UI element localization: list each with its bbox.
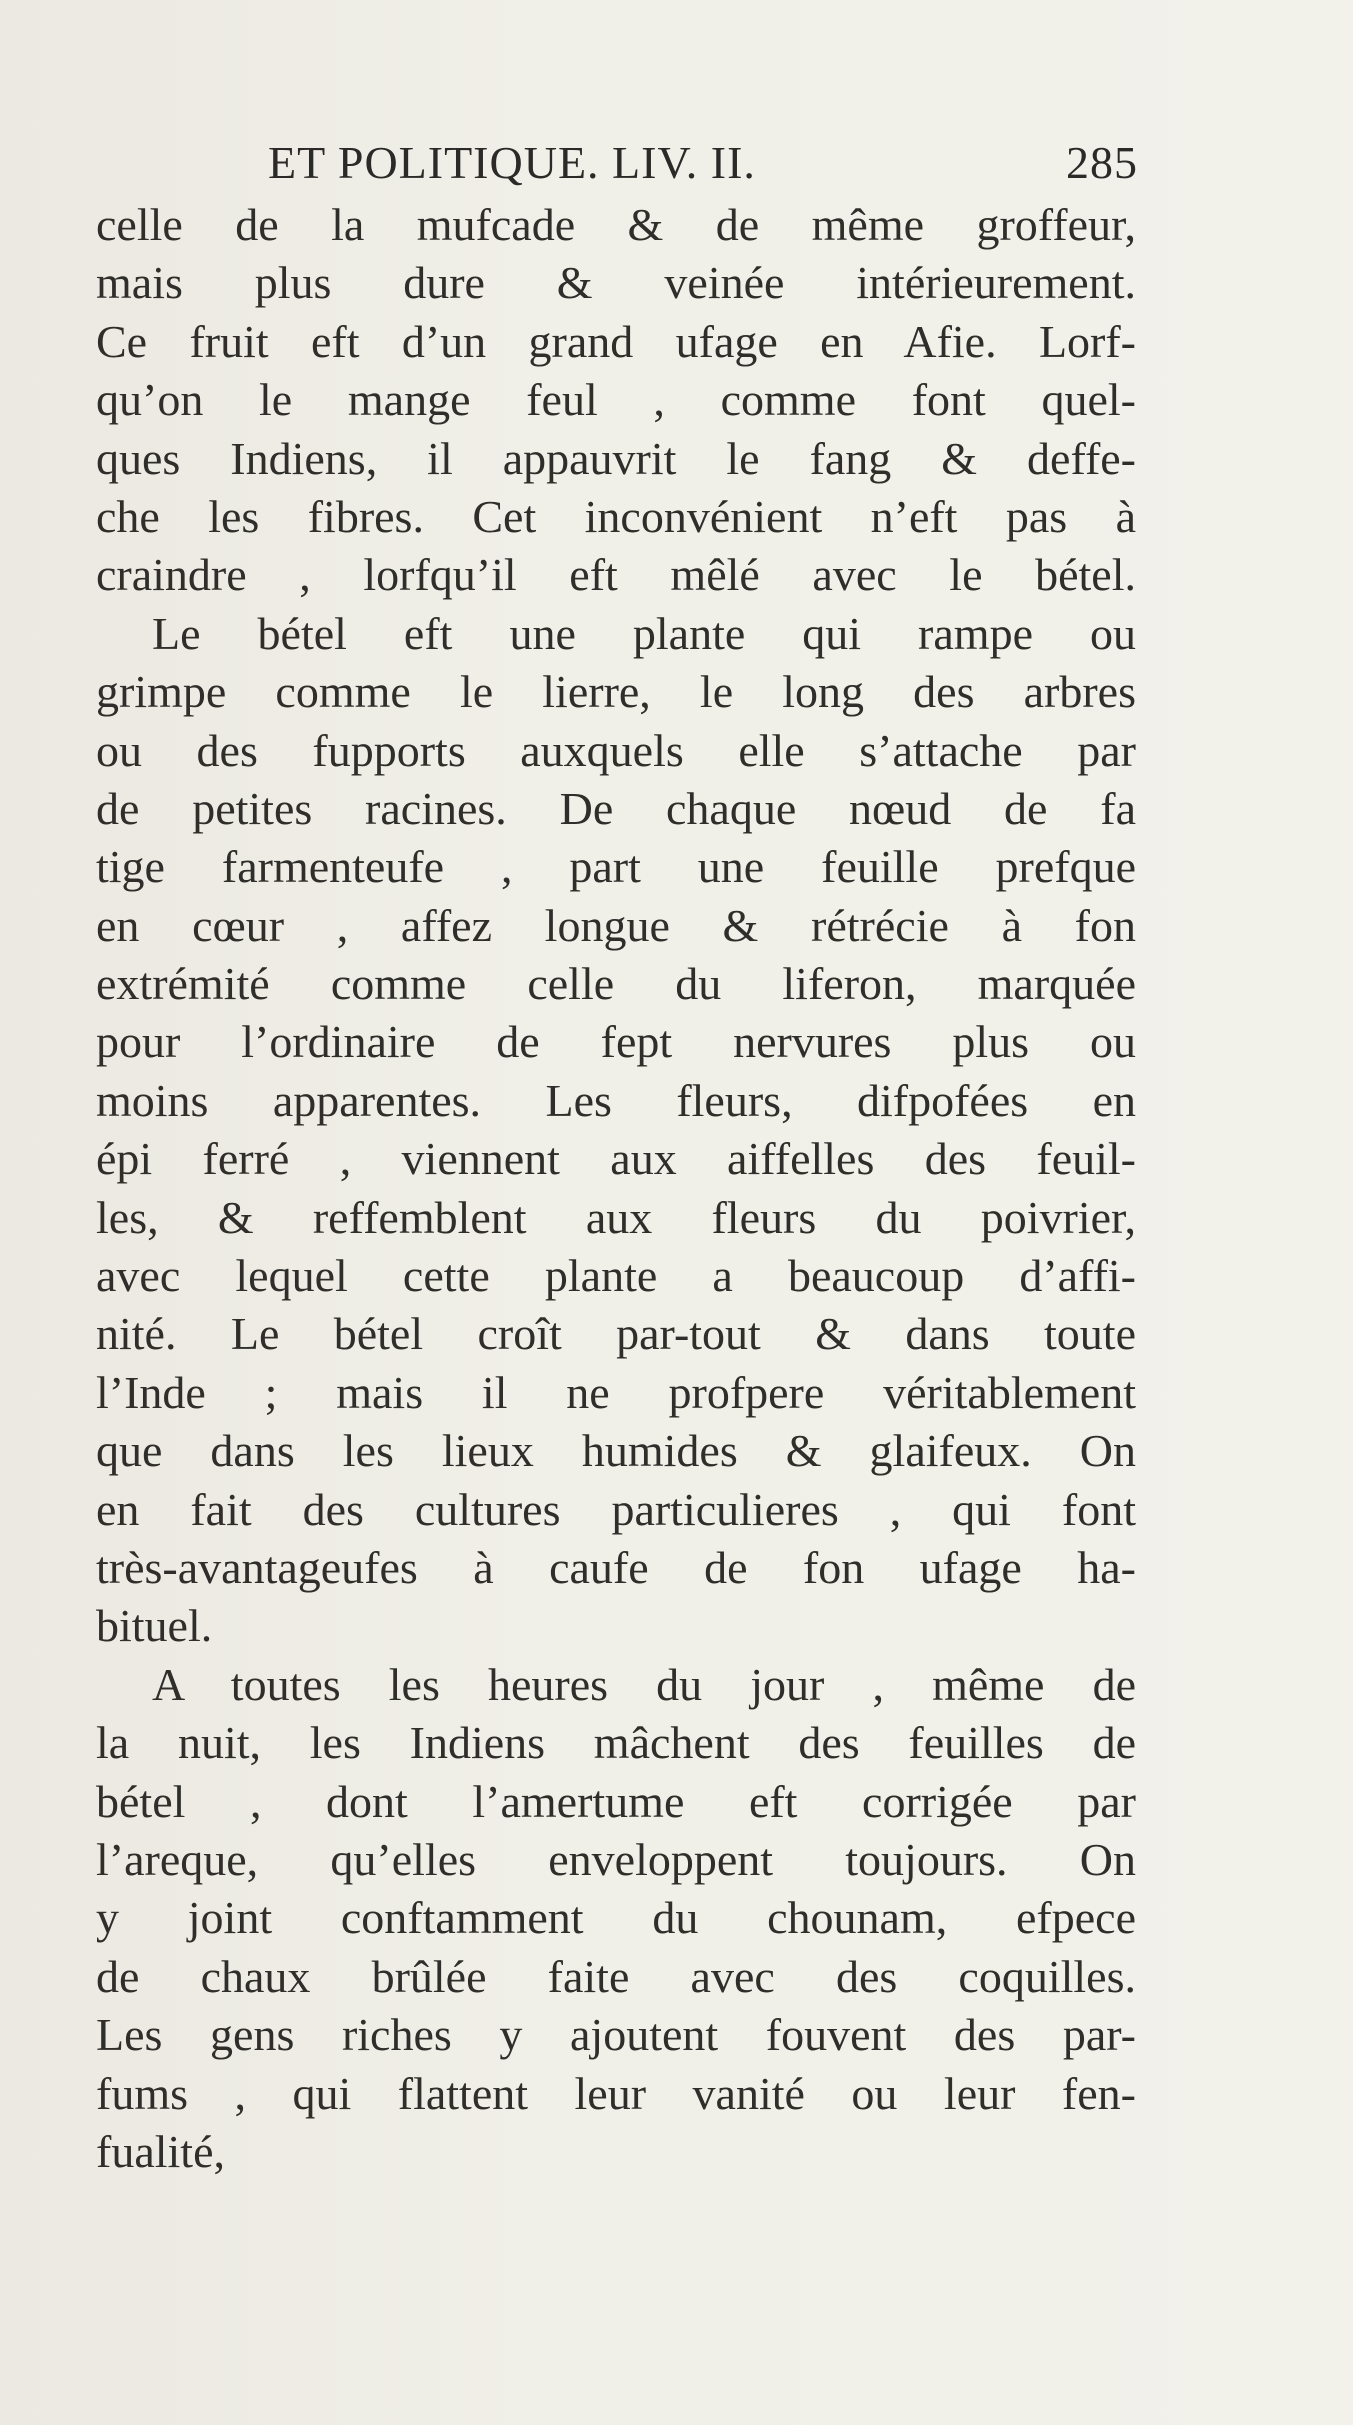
running-title: ET POLITIQUE. LIV. II. [268, 137, 756, 188]
text-line: la nuit, les Indiens mâchent des feuilles de [96, 1717, 1136, 1769]
text-line: extrémité comme celle du liferon, marquée [96, 958, 1136, 1010]
text-line: Le bétel eft une plante qui rampe ou [152, 607, 1136, 659]
text-line: de petites racines. De chaque nœud de fa [96, 782, 1136, 834]
body-text [96, 196, 1136, 2181]
text-line: craindre , lorfqu’il eft mêlé avec le bétel. [96, 549, 1136, 601]
text-line: che les fibres. Cet inconvénient n’eft pas à [96, 490, 1136, 542]
text-line: pour l’ordinaire de fept nervures plus ou [96, 1016, 1136, 1068]
text-line: y joint conftamment du chounam, efpece [96, 1892, 1136, 1944]
text-line: avec lequel cette plante a beaucoup d’affi- [96, 1250, 1136, 1302]
text-line: l’Inde ; mais il ne profpere véritablement [96, 1366, 1136, 1418]
text-line: de chaux brûlée faite avec des coquilles. [96, 1950, 1136, 2002]
text-line: celle de la mufcade & de même groffeur, [96, 199, 1136, 250]
text-line: en cœur , affez longue & rétrécie à fon [96, 899, 1136, 951]
text-line: en fait des cultures particulieres , qui font [96, 1483, 1136, 1535]
text-line: nité. Le bétel croît par-tout & dans toute [96, 1308, 1136, 1360]
text-line: Les gens riches y ajoutent fouvent des par- [96, 2009, 1136, 2061]
text-line: ou des fupports auxquels elle s’attache par [96, 724, 1136, 776]
text-line: ques Indiens, il appauvrit le fang & deffe- [96, 432, 1136, 484]
text-line: fums , qui flattent leur vanité ou leur fen- [96, 2067, 1136, 2119]
text-line: A toutes les heures du jour , même de [152, 1658, 1136, 1710]
text-line: mais plus dure & veinée intérieurement. [96, 257, 1136, 309]
text-line: que dans les lieux humides & glaifeux. On [96, 1425, 1136, 1477]
text-line: Ce fruit eft d’un grand ufage en Afie. Lorf- [96, 315, 1136, 367]
page-header [268, 136, 1138, 196]
text-line: tige farmenteufe , part une feuille prefque [96, 841, 1136, 893]
text-line: bituel. [96, 1600, 213, 1652]
text-line: qu’on le mange feul , comme font quel- [96, 374, 1136, 426]
text-line: moins apparentes. Les fleurs, difpofées en [96, 1074, 1136, 1126]
page-number: 285 [1066, 137, 1138, 188]
text-line: grimpe comme le lierre, le long des arbres [96, 666, 1136, 718]
text-line: fualité, [96, 2125, 225, 2177]
text-line: bétel , dont l’amertume eft corrigée par [96, 1775, 1136, 1827]
text-line: très-avantageufes à caufe de fon ufage ha- [96, 1541, 1136, 1593]
text-line: les, & reffemblent aux fleurs du poivrier, [96, 1191, 1136, 1243]
text-line: épi ferré , viennent aux aiffelles des feuil- [96, 1133, 1136, 1185]
text-line: l’areque, qu’elles enveloppent toujours. On [96, 1833, 1136, 1885]
